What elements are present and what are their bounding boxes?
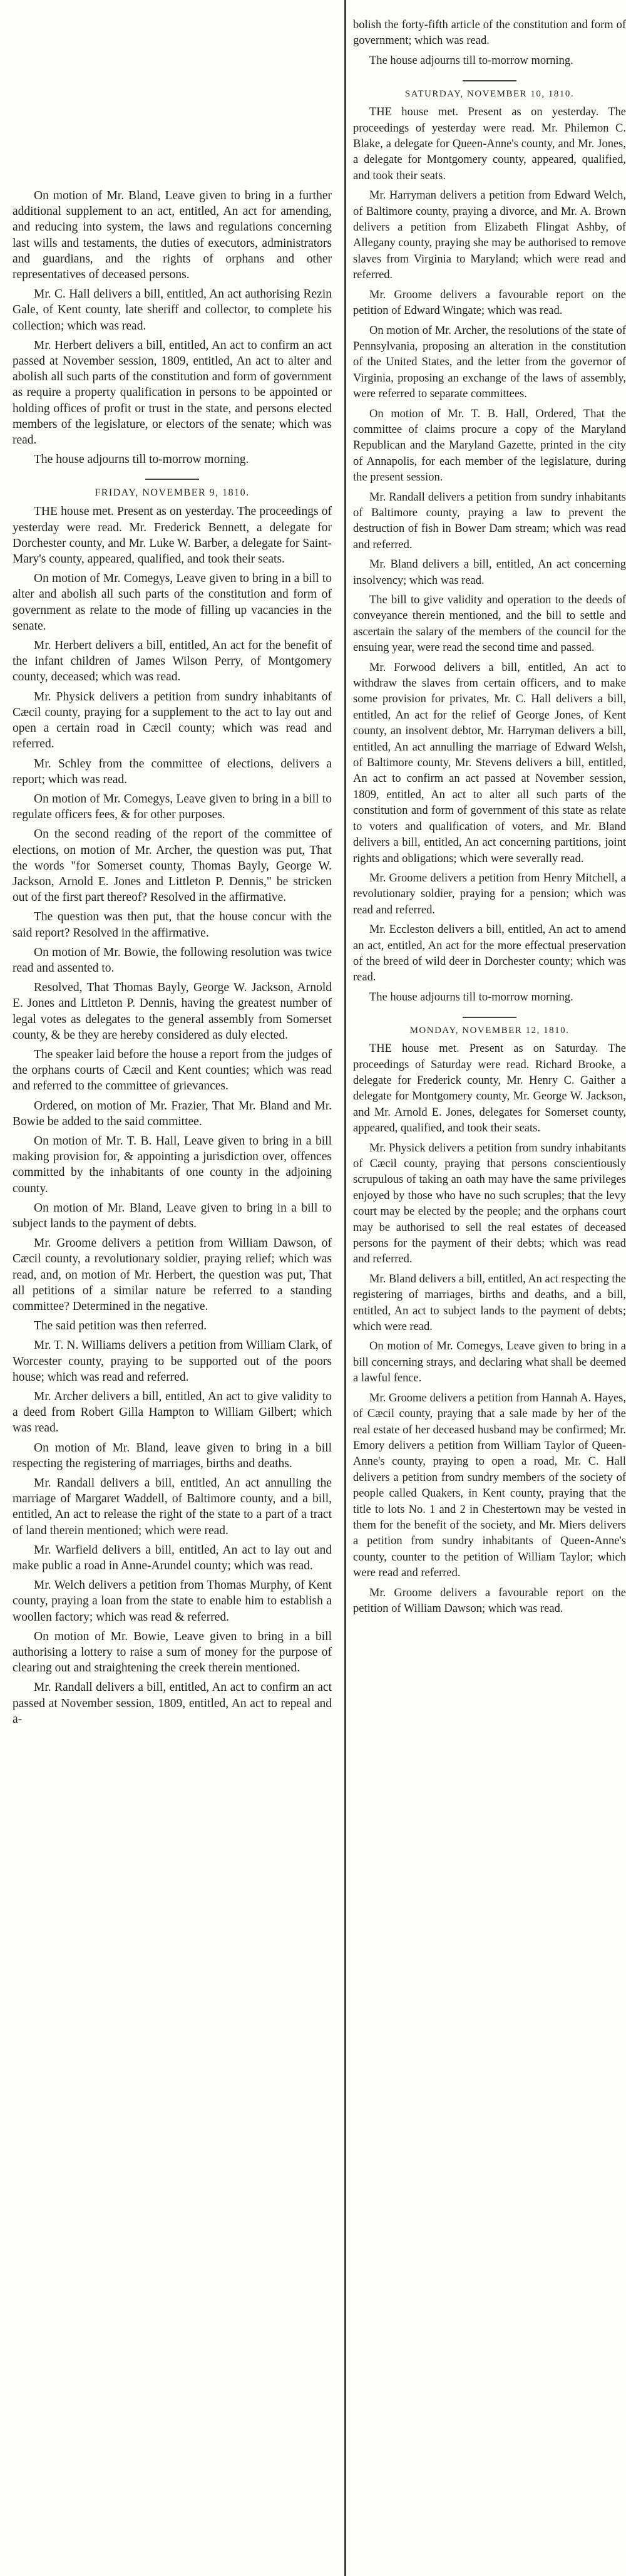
- paragraph: On motion of Mr. Comegys, Leave given to bring in a bill to regulate officers fees, & for other purposes.: [13, 792, 332, 822]
- date-heading-monday: MONDAY, NOVEMBER 12, 1810.: [409, 1026, 570, 1036]
- paragraph: Mr. Forwood delivers a bill, entitled, An act to withdraw the slaves from certain officers, and to make some provision for privates, Mr. C. Hall delivers a bill, entitled, An act for the relief of George Jones, of Kent county, an insolvent debtor, Mr. Harryman delivers a bill, entitled, An act annulling the marriage of Edward Welsh, of Baltimore county, Mr. Stevens delivers a bill, entitled, An act to confirm an act passed at November session, 1809, entitled, An act to alter all such parts of the constitution and form of government of this state as relate to voters and qualification of voters, and Mr. Bland delivers a bill, entitled, An act concerning partitions, joint rights and obligations; which were severally read.: [353, 661, 626, 865]
- paragraph: Mr. Harryman delivers a petition from Edward Welch, of Baltimore county, praying a divorce, and Mr. A. Brown delivers a petition from Elizabeth Flingat Ashby, of Allegany county, praying she may be authorised to remove slaves from Virginia to Maryland; which were read and referred.: [353, 189, 626, 282]
- paragraph: THE house met. Present as on Saturday. The proceedings of Saturday were read. Richard Brooke, a delegate for Frederick county, Mr. Henry C. Gaither a delegate for Montgomery county, Mr. George W. Jackson, and Mr. Arnold E. Jones, delegates for Somerset county, appeared, qualified, and took their seats.: [353, 1042, 626, 1135]
- paragraph: Mr. Bland delivers a bill, entitled, An act concerning insolvency; which was read.: [353, 558, 626, 587]
- right-column: [348, 0, 626, 2576]
- paragraph: On motion of Mr. Archer, the resolutions of the state of Pennsylvania, proposing an alteration in the constitution of the United States, and the letter from the governor of Virginia, proposing an exchange of the laws of assembly, were referred to separate committees.: [353, 324, 626, 401]
- paragraph: Mr. Herbert delivers a bill, entitled, An act to confirm an act passed at November session, 1809, entitled, An act to alter and abolish all such parts of the constitution and form of government as require a property qualification in persons to be appointed or holding offices of profit or trust in the state, and persons elected members of the legislature, or electors of the senate; which was read.: [13, 338, 332, 447]
- paragraph: On motion of Mr. Comegys, Leave given to bring in a bill concerning strays, and declaring what shall be deemed a lawful fence.: [353, 1340, 626, 1385]
- paragraph: The said petition was then referred.: [34, 1319, 207, 1333]
- paragraph: Mr. Warfield delivers a bill, entitled, An act to lay out and make public a road in Anne-Arundel county; which was read.: [13, 1543, 332, 1573]
- paragraph: bolish the forty-fifth article of the constitution and form of government; which was read.: [353, 19, 626, 48]
- paragraph: Mr. Herbert delivers a bill, entitled, An act for the benefit of the infant children of James Wilson Perry, of Montgomery county, deceased; which was read.: [13, 639, 332, 684]
- paragraph: Mr. Groome delivers a favourable report on the petition of William Dawson; which was read.: [353, 1586, 626, 1615]
- adjournment-note: The house adjourns till to-morrow morning.: [369, 990, 573, 1004]
- date-heading-friday: FRIDAY, NOVEMBER 9, 1810.: [95, 487, 250, 499]
- paragraph: On motion of Mr. T. B. Hall, Ordered, That the committee of claims procure a copy of the Maryland Republican and the Maryland Gazette, printed in the city of Annapolis, for each member of the legislature, during the present session.: [353, 407, 626, 484]
- paragraph: Resolved, That Thomas Bayly, George W. Jackson, Arnold E. Jones and Littleton P. Dennis, having the greatest number of legal votes as delegates to the general assembly from Somerset county, & be they are hereby considered as duly elected.: [13, 981, 332, 1042]
- paragraph: On motion of Mr. Bowie, Leave given to bring in a bill authorising a lottery to raise a sum of money for the purpose of clearing out and straightening the creek therein mentioned.: [13, 1629, 332, 1675]
- paragraph: Mr. Groome delivers a favourable report on the petition of Edward Wingate; which was read.: [353, 288, 626, 318]
- paragraph: THE house met. Present as on yesterday. The proceedings of yesterday were read. Mr. Frederick Bennett, a delegate for Dorchester county, and Mr. Luke W. Barber, a delegate for Saint-Mary's county, appeared, qualified, and took their seats.: [13, 505, 332, 566]
- paragraph: Mr. Schley from the committee of elections, delivers a report; which was read.: [13, 757, 332, 786]
- paragraph: THE house met. Present as on yesterday. The proceedings of yesterday were read. Mr. Philemon C. Blake, a delegate for Queen-Anne's county, and Mr. Jones, a delegate for Montgomery county, appeared, qualified, and took their seats.: [353, 106, 626, 182]
- paragraph: Mr. Physick delivers a petition from sundry inhabitants of Cæcil county, praying that persons conscientiously scrupulous of taking an oath may have the same privileges enjoyed by those who have no such scruples; that the levy court may be elected by the people; and the orphans court may be authorised to sell the real estates of deceased persons for the payment of their debts; which was read and referred.: [353, 1141, 626, 1266]
- paragraph: On motion of Mr. Comegys, Leave given to bring in a bill to alter and abolish all such parts of the constitution and form of government as relate to the mode of filling up vacancies in the senate.: [13, 572, 332, 633]
- paragraph: Ordered, on motion of Mr. Frazier, That Mr. Bland and Mr. Bowie be added to the said committee.: [13, 1099, 332, 1128]
- paragraph: Mr. T. N. Williams delivers a petition from William Clark, of Worcester county, praying to be supported out of the poors house; which was read and referred.: [13, 1339, 332, 1384]
- column-divider: [344, 0, 346, 2576]
- paragraph: On motion of Mr. T. B. Hall, Leave given to bring in a bill making provision for, & appointing a jurisdiction over, offences committed by the inhabitants of one county in the adjoining county.: [13, 1134, 332, 1195]
- paragraph: Mr. Randall delivers a bill, entitled, An act to confirm an act passed at November session, 1809, entitled, An act to repeal and a-: [13, 1681, 332, 1726]
- paragraph: The bill to give validity and operation to the deeds of conveyance therein mentioned, and the bill to settle and ascertain the salary of the members of the council for the ensuing year, were read the second time and passed.: [353, 594, 626, 655]
- paragraph: On motion of Mr. Bland, Leave given to bring in a bill to subject lands to the payment of debts.: [13, 1201, 332, 1230]
- paragraph: Mr. Randall delivers a petition from sundry inhabitants of Baltimore county, praying a law to prevent the destruction of fish in Bower Dam stream; which was read and referred.: [353, 491, 626, 551]
- paragraph: On motion of Mr. Bland, Leave given to bring in a further additional supplement to an act, entitled, An act for amending, and reducing into system, the laws and regulations concerning last wills and testaments, the duties of executors, administrators and guardians, and the rights of orphans and other representatives of deceased persons.: [13, 189, 332, 282]
- paragraph: Mr. Groome delivers a petition from William Dawson, of Cæcil county, a revolutionary soldier, praying relief; which was read, and, on motion of Mr. Herbert, the question was put, That all petitions of a similar nature be referred to a standing committee? Determined in the negative.: [13, 1237, 332, 1313]
- paragraph: The question was then put, that the house concur with the said report? Resolved in the affirmative.: [13, 910, 332, 940]
- paragraph: Mr. Bland delivers a bill, entitled, An act respecting the registering of marriages, births and deaths, and a bill, entitled, An act to subject lands to the payment of debts; which were read.: [353, 1272, 626, 1334]
- date-heading-saturday: SATURDAY, NOVEMBER 10, 1810.: [404, 89, 575, 100]
- section-rule: [145, 479, 199, 480]
- paragraph: Mr. C. Hall delivers a bill, entitled, An act authorising Rezin Gale, of Kent county, late sheriff and collector, to complete his collection; which was read.: [13, 288, 332, 333]
- adjournment-note: The house adjourns till to-morrow morning.: [34, 453, 249, 467]
- paragraph: Mr. Groome delivers a petition from Hannah A. Hayes, of Cæcil county, praying that a sale made by her of the real estate of her deceased husband may be confirmed; Mr. Emory delivers a petition from William Taylor of Queen-Anne's county, praying to open a road, Mr. C. Hall delivers a petition from sundry members of the society of people called Quakers, in Kent county, praying that the title to lots No. 1 and 2 in Chestertown may be vested in them for the benefit of the society, and Mr. Miers delivers a petition from sundry inhabitants of Queen-Anne's county, counter to the petition of William Taylor; which were read and referred.: [353, 1391, 626, 1580]
- paragraph: Mr. Eccleston delivers a bill, entitled, An act to amend an act, entitled, An act for the more effectual preservation of the breed of wild deer in Dorchester county; which was read.: [353, 923, 626, 984]
- paragraph: On the second reading of the report of the committee of elections, on motion of Mr. Archer, the question was put, That the words "for Somerset county, Thomas Bayly, George W. Jackson, Arnold E. Jones and Littleton P. Dennis," be stricken out of the first part thereof? Resolved in the affirmative.: [13, 828, 332, 905]
- paragraph: On motion of Mr. Bland, leave given to bring in a bill respecting the registering of marriages, births and deaths.: [13, 1441, 332, 1470]
- paragraph: Mr. Groome delivers a petition from Henry Mitchell, a revolutionary soldier, praying for a pension; which was read and referred.: [353, 871, 626, 917]
- paragraph: Mr. Physick delivers a petition from sundry inhabitants of Cæcil county, praying for a supplement to the act to lay out and open a certain road in Cæcil county; which was read and referred.: [13, 690, 332, 751]
- adjournment-note: The house adjourns till to-morrow morning.: [369, 54, 573, 67]
- paragraph: Mr. Randall delivers a bill, entitled, An act annulling the marriage of Margaret Waddell, of Baltimore county, and a bill, entitled, An act to release the right of the state to a part of a tract of land therein mentioned; which were read.: [13, 1477, 332, 1537]
- paragraph: Mr. Archer delivers a bill, entitled, An act to give validity to a deed from Robert Gilla Hampton to William Gilbert; which was read.: [13, 1390, 332, 1435]
- section-rule: [463, 1017, 516, 1018]
- paragraph: Mr. Welch delivers a petition from Thomas Murphy, of Kent county, praying a loan from the state to enable him to establish a woollen factory; which was read & referred.: [13, 1579, 332, 1624]
- section-rule: [463, 80, 516, 81]
- paragraph: The speaker laid before the house a report from the judges of the orphans courts of Cæcil and Kent counties; which was read and referred to the committee of grievances.: [13, 1047, 332, 1093]
- paragraph: On motion of Mr. Bowie, the following resolution was twice read and assented to.: [13, 945, 332, 975]
